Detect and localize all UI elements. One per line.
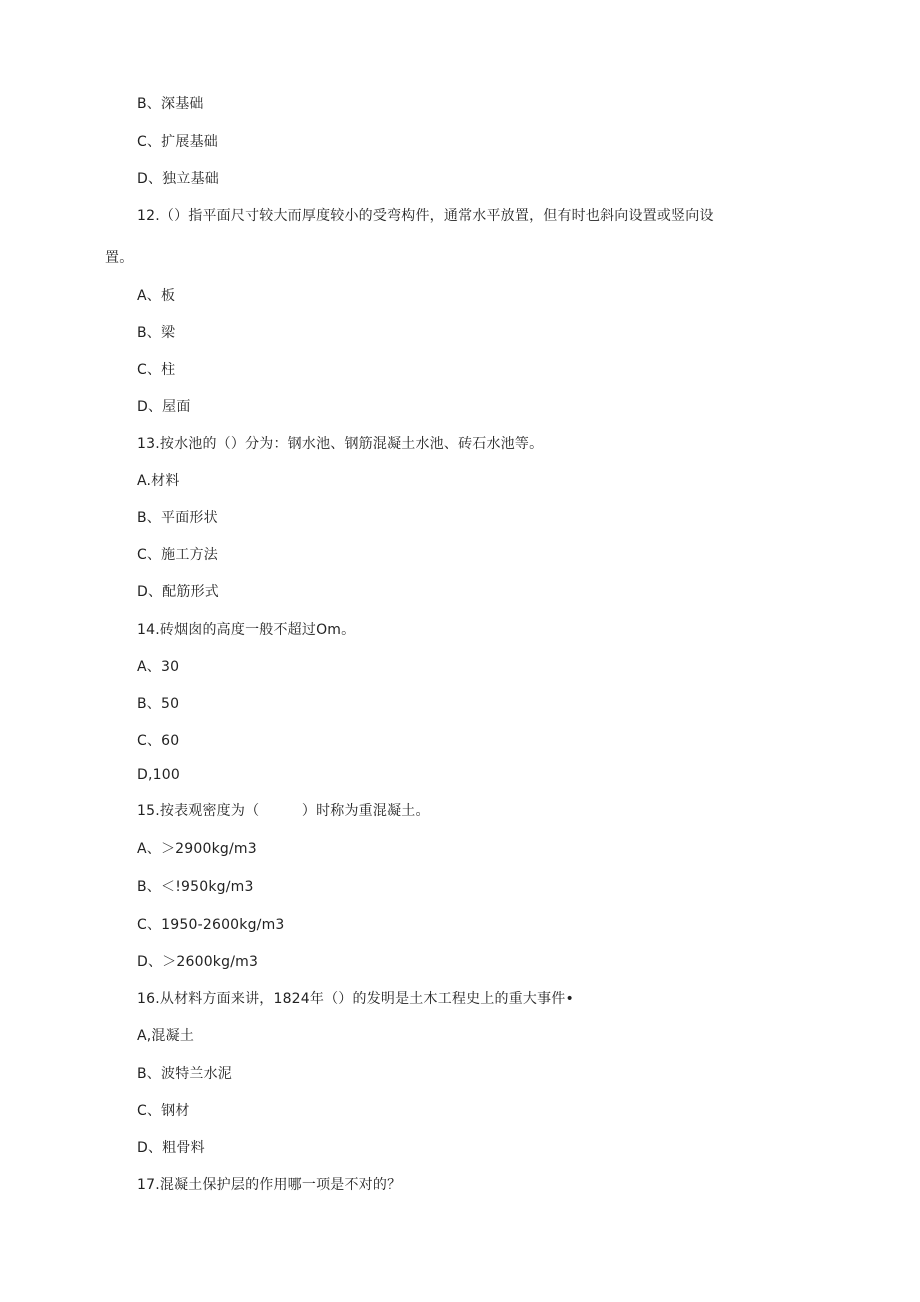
q16-option-b: B、波特兰水泥 xyxy=(137,1066,233,1082)
question-15: 15.按表观密度为（ ）时称为重混凝土。 xyxy=(137,803,430,819)
question-13: 13.按水池的（）分为：钢水池、钢筋混凝土水池、砖石水池等。 xyxy=(137,436,544,452)
question-14: 14.砖烟囱的高度一般不超过Om。 xyxy=(137,622,356,638)
q15-option-d: D、＞2600kg/m3 xyxy=(137,954,259,970)
q15-option-a: A、＞2900kg/m3 xyxy=(137,841,257,857)
q13-option-b: B、平面形状 xyxy=(137,510,218,526)
q12-option-a: A、板 xyxy=(137,288,176,304)
q14-option-a: A、30 xyxy=(137,659,180,675)
q16-option-a: A,混凝土 xyxy=(137,1028,195,1044)
q15-option-c: C、1950-2600kg∕m3 xyxy=(137,917,285,933)
question-12: 12.（）指平面尺寸较大而厚度较小的受弯构件，通常水平放置，但有时也斜向设置或竖向设 xyxy=(137,208,714,224)
question-12-continuation: 置。 xyxy=(105,250,134,266)
q14-option-b: B、50 xyxy=(137,696,180,712)
q14-option-d: D,100 xyxy=(137,767,180,783)
q16-option-d: D、粗骨料 xyxy=(137,1140,205,1156)
option-d-isolated-foundation: D、独立基础 xyxy=(137,171,219,187)
option-b-deep-foundation: B、深基础 xyxy=(137,96,204,112)
q15-option-b: B、＜!950kg∕m3 xyxy=(137,879,254,895)
q12-option-c: C、柱 xyxy=(137,362,176,378)
q12-option-d: D、屋面 xyxy=(137,399,191,415)
q13-option-d: D、配筋形式 xyxy=(137,584,219,600)
q16-option-c: C、钢材 xyxy=(137,1103,190,1119)
q13-option-c: C、施工方法 xyxy=(137,547,218,563)
q12-option-b: B、梁 xyxy=(137,325,176,341)
question-17: 17.混凝土保护层的作用哪一项是不对的？ xyxy=(137,1177,402,1193)
q13-option-a: A.材料 xyxy=(137,473,180,489)
option-c-spread-foundation: C、扩展基础 xyxy=(137,134,218,150)
question-16: 16.从材料方面来讲，1824年（）的发明是土木工程史上的重大事件• xyxy=(137,991,574,1007)
q14-option-c: C、60 xyxy=(137,733,180,749)
